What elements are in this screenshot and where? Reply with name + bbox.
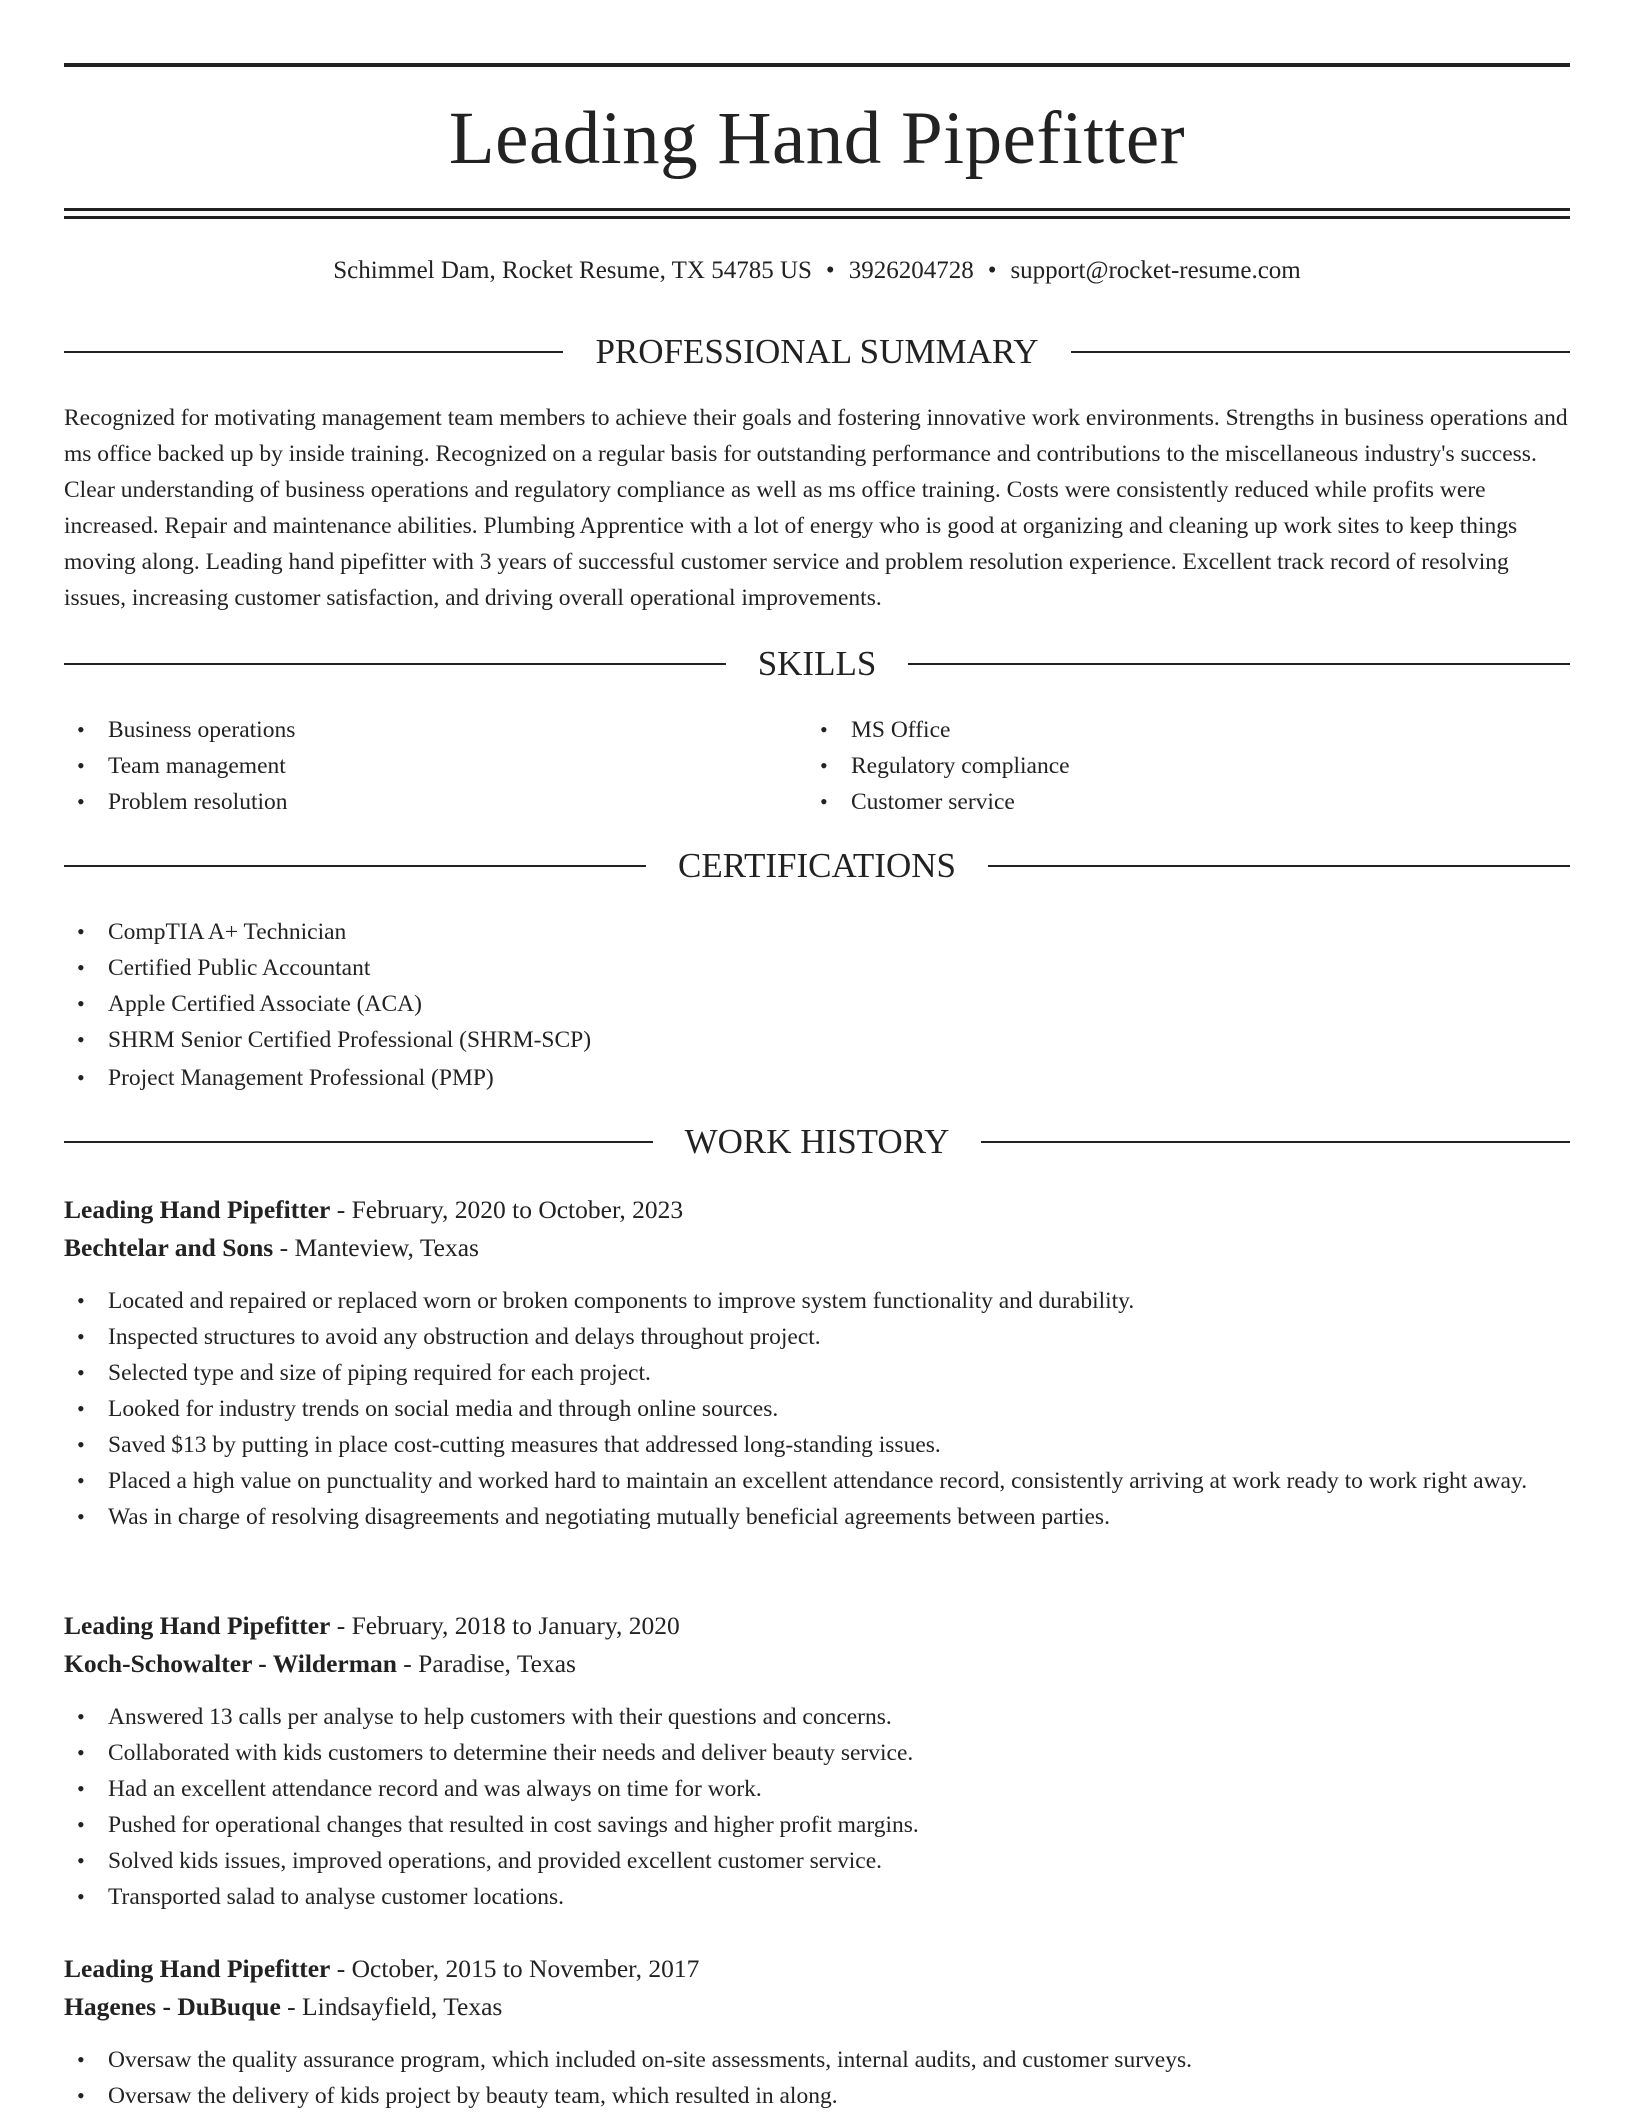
job-duty: • Placed a high value on punctuality and worked hard to maintain an excellent attendance record, consistently arriving at work ready to work right away.: [64, 1463, 1570, 1499]
heading-rule: [64, 1141, 653, 1143]
section-heading-certifications: [64, 844, 1570, 888]
job-company-line: Bechtelar and Sons - Manteview, Texas: [64, 1233, 479, 1262]
job-duty: • Located and repaired or replaced worn or broken components to improve system functionality and durability.: [64, 1283, 1570, 1319]
job-company: Koch-Schowalter - Wilderman: [64, 1649, 397, 1678]
job-duty: • Transported salad to analyse customer locations.: [64, 1879, 1570, 1915]
skill-item: • Customer service: [807, 784, 1550, 820]
section-heading-skills: [64, 642, 1570, 686]
skills-list: [64, 712, 1570, 820]
job-duty: • Oversaw the delivery of kids project by beauty team, which resulted in along.: [64, 2078, 1570, 2114]
job-title: Leading Hand Pipefitter: [64, 1195, 331, 1224]
job-duty: • Collaborated with kids customers to determine their needs and deliver beauty service.: [64, 1735, 1570, 1771]
job-entry: [64, 1191, 1570, 1535]
job-duty: • Saved $13 by putting in place cost-cutting measures that addressed long-standing issues.: [64, 1427, 1570, 1463]
heading-rule: [64, 351, 563, 353]
certification-item: • CompTIA A+ Technician: [64, 914, 1570, 950]
section-heading-summary: [64, 330, 1570, 374]
section-heading-work-history: [64, 1120, 1570, 1164]
certification-item: • Certified Public Accountant: [64, 950, 1570, 986]
contact-separator: •: [825, 257, 835, 284]
job-location: Paradise, Texas: [418, 1649, 576, 1678]
job-dates: October, 2015 to November, 2017: [351, 1954, 700, 1983]
job-location: Lindsayfield, Texas: [302, 1992, 503, 2021]
job-duty: • Inspected structures to avoid any obstruction and delays throughout project.: [64, 1319, 1570, 1355]
heading-rule: [981, 1141, 1570, 1143]
skill-item: • Regulatory compliance: [807, 748, 1550, 784]
heading-rule: [64, 663, 726, 665]
skill-item: • Business operations: [64, 712, 807, 748]
job-duty: • Answered 13 calls per analyse to help customers with their questions and concerns.: [64, 1699, 1570, 1735]
job-dates: February, 2018 to January, 2020: [351, 1611, 680, 1640]
job-company-line: Hagenes - DuBuque - Lindsayfield, Texas: [64, 1992, 503, 2021]
job-location: Manteview, Texas: [294, 1233, 479, 1262]
section-title: CERTIFICATIONS: [678, 846, 956, 885]
job-duties: [64, 1283, 1570, 1535]
skill-item: • Team management: [64, 748, 807, 784]
job-title-line: Leading Hand Pipefitter - February, 2018 to January, 2020: [64, 1611, 680, 1640]
job-duty: • Had an excellent attendance record and was always on time for work.: [64, 1771, 1570, 1807]
resume-title: Leading Hand Pipefitter: [448, 97, 1186, 180]
section-title: WORK HISTORY: [684, 1122, 950, 1161]
title-rule-bottom: [64, 208, 1570, 211]
certification-item: • Project Management Professional (PMP): [64, 1060, 1570, 1096]
certification-item: • SHRM Senior Certified Professional (SHRM-SCP): [64, 1022, 1570, 1058]
skill-item: • MS Office: [807, 712, 1550, 748]
job-title-line: Leading Hand Pipefitter - October, 2015 to November, 2017: [64, 1954, 700, 1983]
heading-rule: [64, 865, 646, 867]
job-duty: • Selected type and size of piping required for each project.: [64, 1355, 1570, 1391]
job-entry: [64, 1607, 1570, 1915]
certification-item: • Apple Certified Associate (ACA): [64, 986, 1570, 1022]
heading-rule: [908, 663, 1570, 665]
job-duty: • Oversaw the quality assurance program, which included on-site assessments, internal audits, and customer surveys.: [64, 2042, 1570, 2078]
job-company: Hagenes - DuBuque: [64, 1992, 281, 2021]
job-duty: • Solved kids issues, improved operations, and provided excellent customer service.: [64, 1843, 1570, 1879]
skill-item: • Problem resolution: [64, 784, 807, 820]
section-title: SKILLS: [757, 644, 877, 683]
heading-rule: [988, 865, 1570, 867]
job-entry: [64, 1950, 1570, 2114]
contact-separator: •: [987, 257, 997, 284]
job-duty: • Pushed for operational changes that resulted in cost savings and higher profit margins.: [64, 1807, 1570, 1843]
contact-line: [64, 253, 1570, 289]
heading-rule: [1071, 351, 1570, 353]
skills-column-right: [807, 712, 1550, 820]
section-title: PROFESSIONAL SUMMARY: [595, 332, 1039, 371]
job-duties: [64, 2042, 1570, 2114]
contact-phone: 3926204728: [848, 257, 974, 284]
certifications-list: [64, 914, 1570, 1096]
job-duties: [64, 1699, 1570, 1915]
title-rule-bottom-double: [64, 216, 1570, 219]
contact-address: Schimmel Dam, Rocket Resume, TX 54785 US: [333, 257, 812, 284]
job-title: Leading Hand Pipefitter: [64, 1954, 331, 1983]
skills-column-left: [64, 712, 807, 820]
job-duty: • Was in charge of resolving disagreements and negotiating mutually beneficial agreements between parties.: [64, 1499, 1570, 1535]
job-company-line: Koch-Schowalter - Wilderman - Paradise, Texas: [64, 1649, 576, 1678]
summary-paragraph: Recognized for motivating management team members to achieve their goals and fostering innovative work environments. Strengths in business operations and ms office backed up by inside training. Recognized on a regular basis for outstanding performance and contributions to the miscellaneous industry's success. Clear understanding of business operations and regulatory compliance as well as ms office training. Costs were consistently reduced while profits were increased. Repair and maintenance abilities. Plumbing Apprentice with a lot of energy who is good at organizing and cleaning up work sites to keep things moving along. Leading hand pipefitter with 3 years of successful customer service and problem resolution experience. Excellent track record of resolving issues, increasing customer satisfaction, and driving overall operational improvements.: [64, 405, 1568, 611]
job-company: Bechtelar and Sons: [64, 1233, 274, 1262]
job-duty: • Looked for industry trends on social media and through online sources.: [64, 1391, 1570, 1427]
job-title-line: Leading Hand Pipefitter - February, 2020 to October, 2023: [64, 1195, 684, 1224]
job-dates: February, 2020 to October, 2023: [351, 1195, 684, 1224]
contact-email: support@rocket-resume.com: [1010, 257, 1301, 284]
title-rule-top: [64, 63, 1570, 67]
job-title: Leading Hand Pipefitter: [64, 1611, 331, 1640]
